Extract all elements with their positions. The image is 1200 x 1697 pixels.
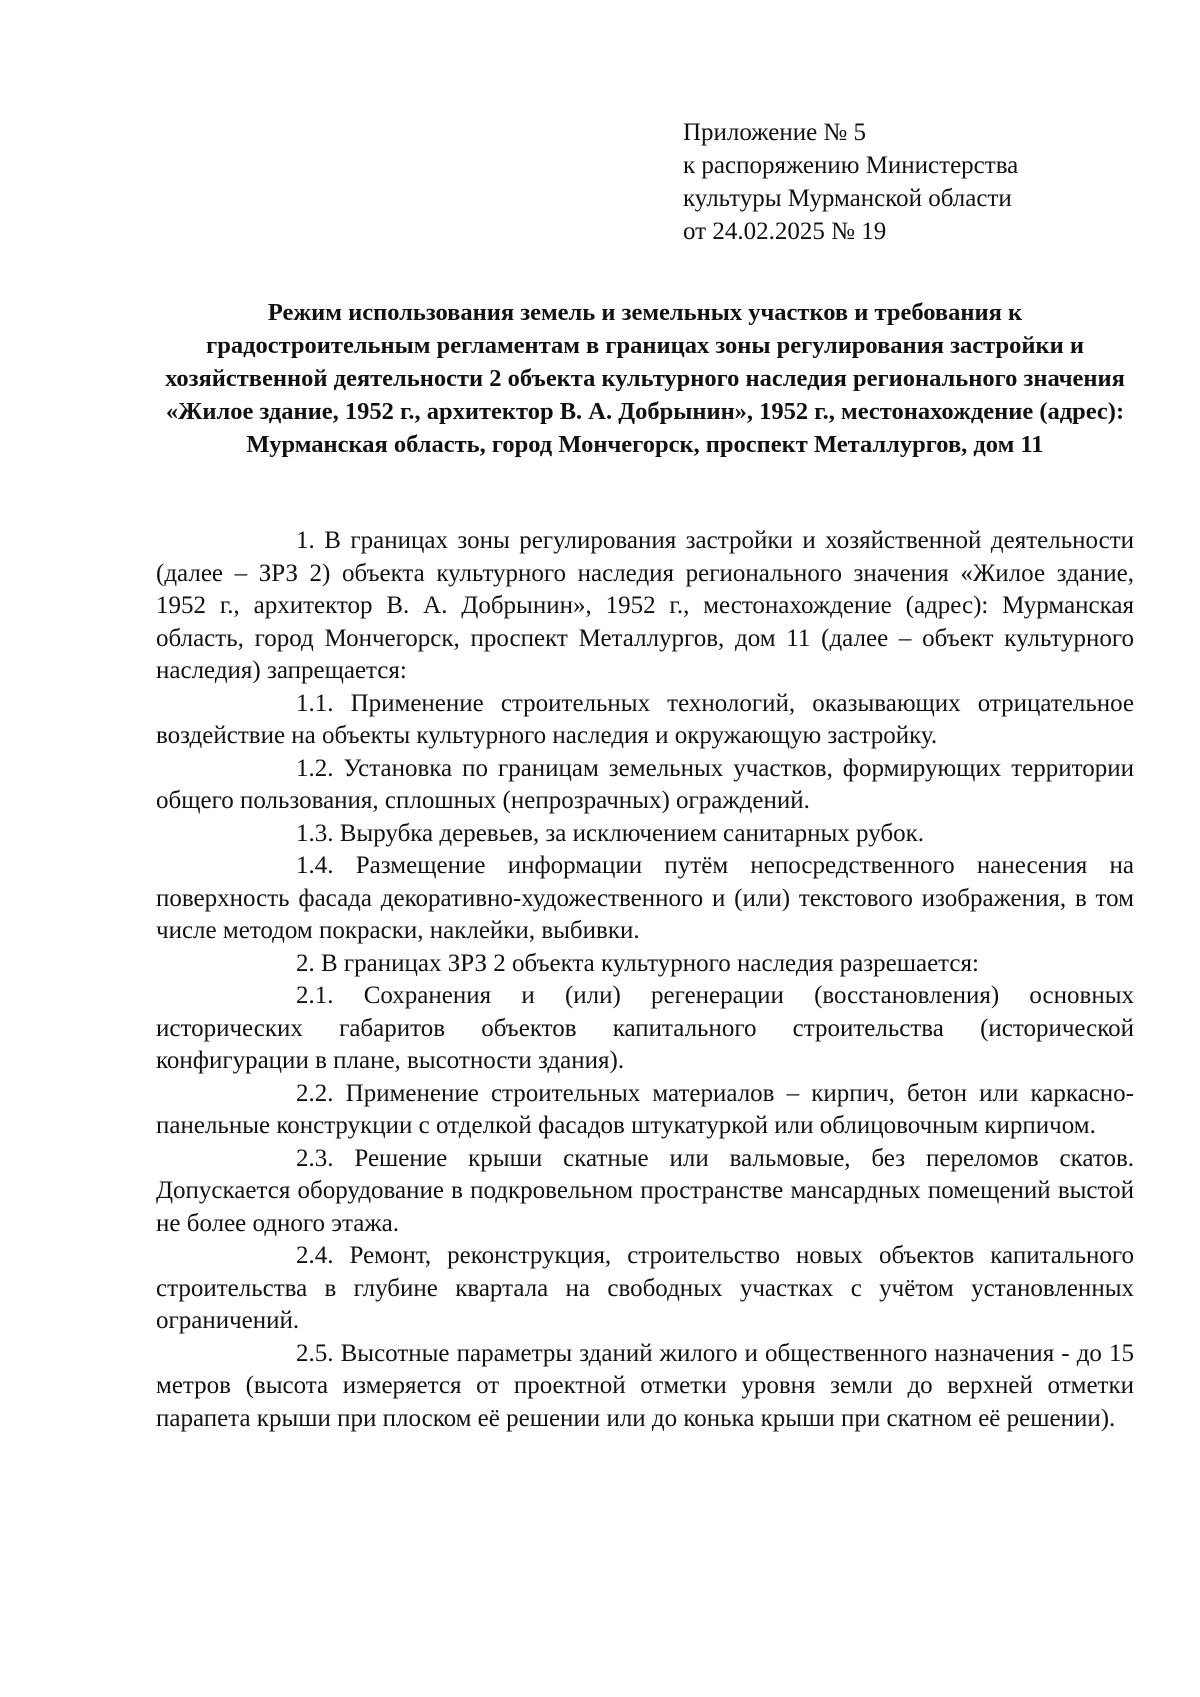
appendix-header (683, 116, 1018, 248)
paragraph-number: 1. (296, 527, 315, 554)
paragraph-text: Установка по границам земельных участков, формирующих территории общего пользования, сплошных (непрозрачных) ограждений. (156, 754, 1135, 814)
paragraph-text: Размещение информации путём непосредственного нанесения на поверхность фасада декоративно-художественного и (или) текстового изображения, в том числе методом покраски, наклейки, выбивки. (156, 852, 1134, 944)
paragraph-number: 2.1. (296, 982, 334, 1009)
paragraph-text: Высотные параметры зданий жилого и общественного назначения - до 15 метров (высота измеряется от проектной отметки уровня земли до верхней отметки парапета крыши при плоском её решении или до конька крыши при скатном её решении). (156, 1339, 1134, 1432)
paragraph-text: Решение крыши скатные или вальмовые, без переломов скатов. Допускается оборудование в подкровельном пространстве мансардных помещений выстой не более одного этажа. (156, 1144, 1135, 1237)
paragraph-number: 2.2. (296, 1079, 334, 1107)
paragraph-number: 1.2. (296, 754, 334, 782)
paragraph-number: 2.4. (296, 1242, 334, 1269)
paragraph (156, 1240, 1134, 1338)
appendix-line: к распоряжению Министерства (683, 152, 1019, 179)
paragraph-text: Применение строительных материалов – кирпич, бетон или каркасно-панельные конструкции с отделкой фасадов штукатуркой или облицовочным кирпичом. (156, 1079, 1134, 1139)
paragraph (156, 753, 1134, 818)
appendix-line: от 24.02.2025 № 19 (683, 218, 887, 245)
paragraph-text: Вырубка деревьев, за исключением санитарных рубок. (339, 819, 925, 847)
paragraph (156, 688, 1134, 753)
paragraph-text: Ремонт, реконструкция, строительство новых объектов капитального строительства в глубине квартала на свободных участках с учётом установленных ограничений. (156, 1242, 1135, 1334)
paragraph (156, 980, 1134, 1078)
paragraph (156, 1078, 1134, 1143)
paragraph-number: 2. (296, 949, 315, 977)
paragraph (156, 850, 1134, 948)
paragraph-text: Применение строительных технологий, оказывающих отрицательное воздействие на объекты культурного наследия и окружающую застройку. (156, 689, 1135, 749)
appendix-line: Приложение № 5 (683, 119, 867, 146)
paragraph (156, 1143, 1134, 1241)
paragraph-text: В границах ЗРЗ 2 объекта культурного наследия разрешается: (321, 949, 979, 977)
paragraph-text: Сохранения и (или) регенерации (восстановления) основных исторических габаритов объектов капитального строительства (исторической конфигурации в плане, высотности здания). (156, 982, 1135, 1074)
paragraph-number: 1.3. (296, 819, 334, 847)
paragraph-number: 2.5. (296, 1339, 334, 1367)
paragraph-number: 2.3. (296, 1144, 334, 1172)
paragraph (156, 525, 1134, 688)
paragraph (156, 1338, 1134, 1436)
paragraph-number: 1.1. (296, 689, 334, 717)
paragraph (156, 818, 1134, 851)
document-body (156, 525, 1134, 1435)
paragraph-text: В границах зоны регулирования застройки и хозяйственной деятельности (далее – ЗРЗ 2) объекта культурного наследия регионального значения «Жилое здание, 1952 г., архитектор В. А. Добрынин», 1952 г., местонахождение (адрес): Мурманская область, город Мончегорск, проспект Металлургов, дом 11 (далее – объект культурного наследия) запрещается: (156, 527, 1134, 684)
paragraph (156, 948, 1134, 981)
document-title: Режим использования земель и земельных участков и требования к градостроительным регламентам в границах зоны регулирования застройки и хозяйственной деятельности 2 объекта культурного наследия регионального значения «Жилое здание, 1952 г., архитектор В. А. Добрынин», 1952 г., местонахождение (адрес): Мурманская область, город Мончегорск, проспект Металлургов, дом 11 (165, 299, 1125, 458)
appendix-line: культуры Мурманской области (683, 185, 1012, 212)
paragraph-number: 1.4. (296, 852, 334, 879)
